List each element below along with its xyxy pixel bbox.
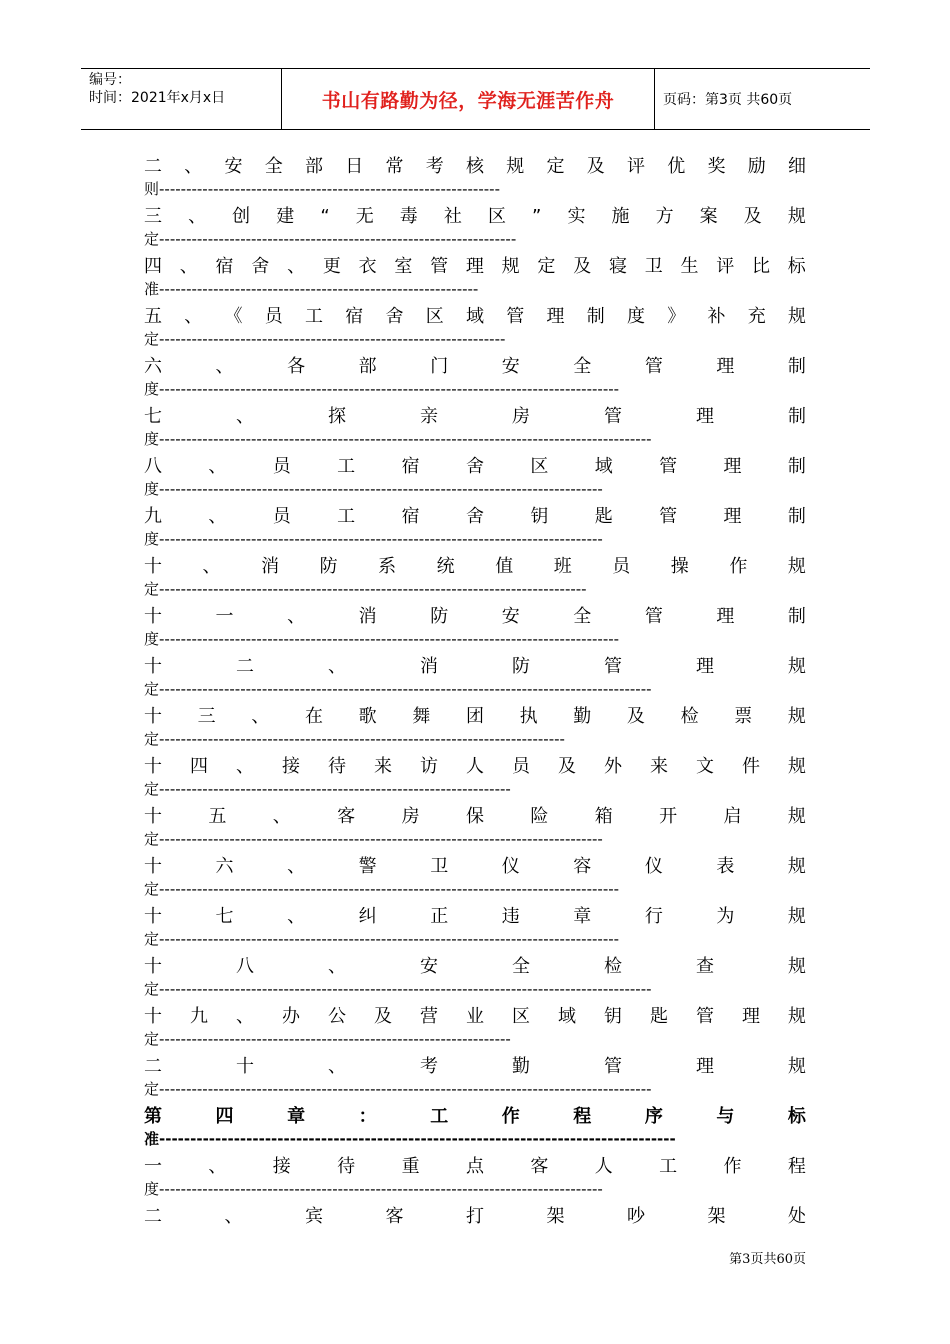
header-page-cell [655,69,870,129]
toc-entry [144,1204,806,1254]
toc-entry [144,854,806,904]
toc-entry-leader: 定------------------------------------------------------------------------------------- [144,930,620,948]
toc-entry-title: 四 、 宿 舍 、 更 衣 室 管 理 规 定 及 寝 卫 生 评 比 标 [144,256,806,277]
toc-entry-leader: 定------------------------------------------------------------------------------------------- [144,680,652,698]
toc-entry-leader: 定------------------------------------------------------------------------------------------- [144,980,652,998]
toc-entry [144,454,806,504]
toc-entry-leader: 定--------------------------------------------------------------------------- [144,730,565,748]
toc-entry-title: 三 、 创 建 “ 无 毒 社 区 ” 实 施 方 案 及 规 [144,206,806,227]
toc-entry-title: 七 、 探 亲 房 管 理 制 [144,406,806,427]
toc-entry [144,704,806,754]
table-of-contents [144,154,806,1254]
toc-entry-leader: 定----------------------------------------------------------------- [144,1030,511,1048]
toc-entry-title: 八 、 员 工 宿 舍 区 域 管 理 制 [144,456,806,477]
time-label: 时间：2021年x月x日 [89,90,226,106]
toc-entry-title: 十 五 、 客 房 保 险 箱 开 启 规 [144,806,806,827]
toc-entry-leader: 度---------------------------------------------------------------------------------- [144,1180,603,1198]
toc-entry-title: 二 、 安 全 部 日 常 考 核 规 定 及 评 优 奖 励 细 [144,156,806,177]
toc-entry-leader: 定------------------------------------------------------------------------------------- [144,880,620,898]
toc-entry [144,1004,806,1054]
toc-entry [144,554,806,604]
header-motto-cell [282,69,655,129]
toc-entry-leader: 定---------------------------------------------------------------- [144,330,506,348]
toc-entry-title: 十 四 、 接 待 来 访 人 员 及 外 来 文 件 规 [144,756,806,777]
toc-entry-title: 九 、 员 工 宿 舍 钥 匙 管 理 制 [144,506,806,527]
toc-entry-title: 十 二 、 消 防 管 理 规 [144,656,806,677]
toc-entry-title: 十 八 、 安 全 检 查 规 [144,956,806,977]
footer-page-number: 第3页共60页 [729,1252,806,1267]
toc-entry-title: 十 、 消 防 系 统 值 班 员 操 作 规 [144,556,806,577]
toc-entry-leader: 定------------------------------------------------------------------ [144,230,517,248]
toc-entry-leader: 定------------------------------------------------------------------------------- [144,580,587,598]
toc-entry-leader: 度------------------------------------------------------------------------------------- [144,380,620,398]
header-meta-cell [81,69,282,129]
toc-entry-leader: 准----------------------------------------------------------- [144,280,479,298]
toc-entry-leader: 度---------------------------------------------------------------------------------- [144,530,603,548]
toc-entry [144,154,806,204]
toc-entry-leader: 度------------------------------------------------------------------------------------------- [144,430,652,448]
toc-entry-title: 六 、 各 部 门 安 全 管 理 制 [144,356,806,377]
toc-entry [144,1054,806,1104]
toc-entry [144,904,806,954]
header-page-label: 页码：第3页 共60页 [663,92,793,108]
toc-entry [144,954,806,1004]
toc-entry-leader: 准----------------------------------------------------------------------------------- [144,1130,676,1148]
toc-entry-leader: 定---------------------------------------------------------------------------------- [144,830,603,848]
toc-entry [144,354,806,404]
toc-entry-title: 十 九 、 办 公 及 营 业 区 域 钥 匙 管 理 规 [144,1006,806,1027]
toc-entry-title: 五 、 《 员 工 宿 舍 区 域 管 理 制 度 》 补 充 规 [144,306,806,327]
toc-entry [144,754,806,804]
toc-entry [144,654,806,704]
toc-entry-title: 十 三 、 在 歌 舞 团 执 勤 及 检 票 规 [144,706,806,727]
toc-entry-title: 二 、 宾 客 打 架 吵 架 处 [144,1206,806,1227]
toc-entry [144,304,806,354]
toc-entry-title: 十 六 、 警 卫 仪 容 仪 表 规 [144,856,806,877]
toc-entry [144,204,806,254]
motto-text: 书山有路勤为径，学海无涯苦作舟 [321,90,615,112]
code-label: 编号： [89,72,131,88]
toc-entry-title: 二 十 、 考 勤 管 理 规 [144,1056,806,1077]
toc-entry [144,1154,806,1204]
toc-entry-title: 一 、 接 待 重 点 客 人 工 作 程 [144,1156,806,1177]
toc-entry [144,804,806,854]
toc-entry-title: 十 一 、 消 防 安 全 管 理 制 [144,606,806,627]
toc-entry-leader: 度---------------------------------------------------------------------------------- [144,480,603,498]
toc-entry-leader: 度------------------------------------------------------------------------------------- [144,630,620,648]
toc-entry-title: 第 四 章 ： 工 作 程 序 与 标 [144,1106,806,1127]
toc-entry [144,504,806,554]
toc-entry-title: 十 七 、 纠 正 违 章 行 为 规 [144,906,806,927]
toc-entry [144,1104,806,1154]
toc-entry [144,604,806,654]
page-header [81,68,870,130]
toc-entry-leader: 定----------------------------------------------------------------- [144,780,511,798]
toc-entry [144,254,806,304]
toc-entry-leader: 则--------------------------------------------------------------- [144,180,500,198]
toc-entry-leader: 定------------------------------------------------------------------------------------------- [144,1080,652,1098]
toc-entry [144,404,806,454]
